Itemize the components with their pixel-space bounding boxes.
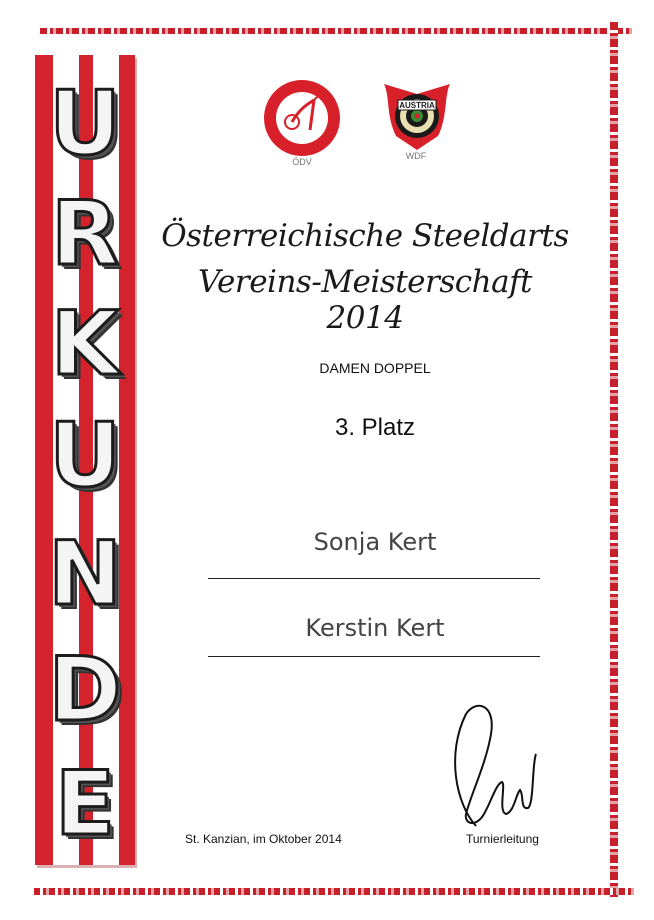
wdf-logo-label: WDF [405,151,427,161]
band-letter: U [49,404,121,507]
winner-name: Kerstin Kert [305,614,445,642]
certificate-title-line1: Österreichische Steeldarts [161,218,569,254]
category-label: DAMEN DOPPEL [319,360,431,376]
signature [436,694,546,834]
oedv-logo-label: ÖDV [292,157,312,167]
top-decorative-border [40,28,632,34]
wdf-logo [376,76,458,154]
band-letter: R [51,182,119,285]
band-letter: N [48,522,122,625]
signature-role: Turnierleitung [466,832,539,846]
place-label: 3. Platz [334,414,416,441]
band-letter: E [54,752,116,855]
wdf-banner-text: AUSTRIA [399,101,435,110]
band-letter: D [48,638,122,741]
band-letter: U [49,72,121,175]
certificate-title-line2: Vereins-Meisterschaft 2014 [198,264,532,336]
place-and-date: St. Kanzian, im Oktober 2014 [185,832,342,846]
winner-name: Sonja Kert [313,528,437,556]
oedv-logo [262,78,342,158]
bottom-decorative-border [34,888,634,895]
name-underline [208,656,540,657]
name-underline [208,578,540,579]
band-letter: K [50,292,120,395]
right-decorative-border [610,22,618,900]
